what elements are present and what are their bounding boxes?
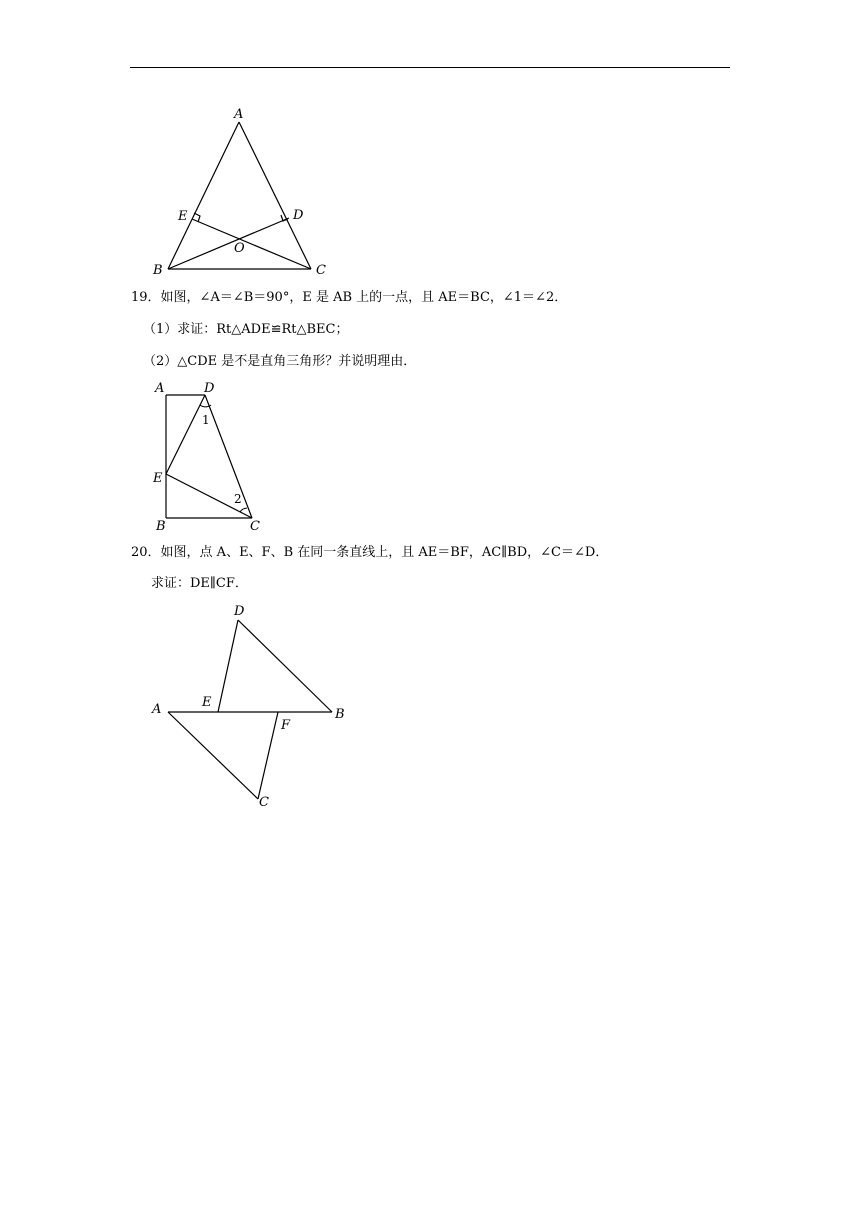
label-b: B [156, 519, 166, 534]
label-a: A [152, 702, 162, 717]
label-e: E [178, 209, 188, 224]
label-b: B [335, 707, 345, 722]
label-a: A [155, 381, 165, 396]
label-f: F [281, 718, 291, 733]
label-angle-1: 1 [202, 413, 210, 427]
q20-stem-text: 如图，点 A、E、F、B 在同一条直线上，且 AE＝BF，AC∥BD，∠C＝∠D． [160, 545, 609, 560]
label-d: D [234, 604, 245, 619]
label-c: C [259, 795, 269, 810]
label-d: D [293, 208, 304, 223]
q19-stem-text: 如图，∠A＝∠B＝90°，E 是 AB 上的一点，且 AE＝BC，∠1＝∠2． [160, 290, 568, 305]
label-d: D [204, 381, 215, 396]
segment-de [218, 620, 238, 712]
label-c: C [316, 263, 326, 278]
segment-db [238, 620, 332, 712]
label-angle-2: 2 [234, 492, 242, 506]
label-c: C [250, 519, 260, 534]
label-a: A [234, 107, 244, 122]
q19-part1: （1）求证：Rt△ADE≌Rt△BEC； [143, 322, 349, 337]
q20-prove: 求证：DE∥CF． [151, 576, 248, 591]
segment-fc [258, 712, 278, 799]
q19-part2: （2）△CDE 是不是直角三角形？并说明理由． [143, 354, 417, 369]
segment-ac [168, 712, 258, 799]
q20-number: 20． [131, 545, 161, 560]
label-b: B [153, 263, 163, 278]
label-e: E [153, 471, 163, 486]
label-e: E [202, 695, 212, 710]
label-o: O [234, 241, 245, 256]
q19-number: 19． [131, 290, 161, 305]
